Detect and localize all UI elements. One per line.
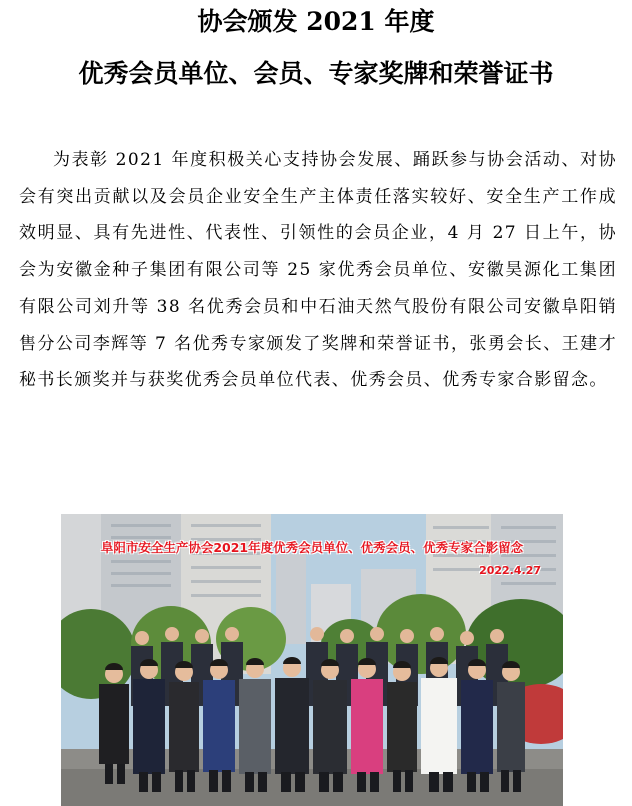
article-body-paragraph: 为表彰 2021 年度积极关心支持协会发展、踊跃参与协会活动、对协会有突出贡献以及会员企业安全生产主体责任落实较好、安全生产工作成效明显、具有先进性、代表性、引领性的会员企业，4 月 27 日上午，协会为安徽金种子集团有限公司等 25 家优秀会员单位、安徽昊源化工集团有限公司刘升等 38 名优秀会员和中石油天然气股份有限公司安徽阜阳销售分公司李辉等 7 名优秀专家颁发了奖牌和荣誉证书，张勇会长、王建才秘书长颁奖并与获奖优秀会员单位代表、优秀会员、优秀专家合影留念。 [19, 150, 617, 391]
photo-caption: 阜阳市安全生产协会2021年度优秀会员单位、优秀会员、优秀专家合影留念 [100, 540, 524, 555]
group-photo-scene [61, 514, 563, 806]
article-title-line-1: 协会颁发 2021 年度 [197, 7, 435, 36]
photo-date: 2022.4.27 [479, 564, 541, 577]
group-photo [61, 514, 563, 806]
article-title-line-2: 优秀会员单位、会员、专家奖牌和荣誉证书 [78, 59, 554, 88]
